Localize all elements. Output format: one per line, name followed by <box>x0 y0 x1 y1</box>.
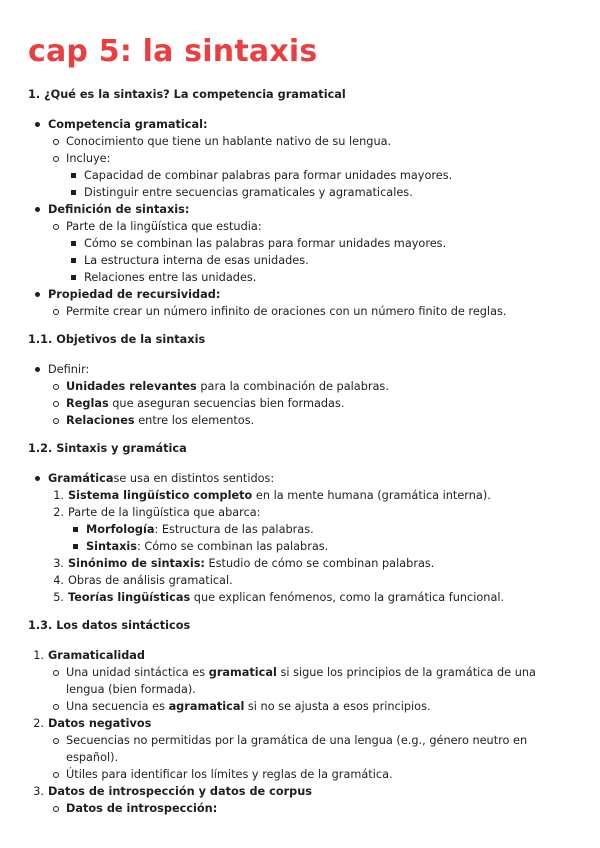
bold-term: Datos de introspección y datos de corpus <box>48 785 313 798</box>
list-item <box>86 538 576 555</box>
bold-term: Relaciones <box>66 414 135 427</box>
item-text: se usa en distintos sentidos: <box>113 472 275 485</box>
list-item: Útiles para identificar los límites y reglas de la gramática. <box>66 766 576 783</box>
list-item <box>66 800 576 817</box>
section-1-3-list <box>28 647 576 817</box>
item-text: Una unidad sintáctica es <box>66 666 209 679</box>
page-title: cap 5: la sintaxis <box>28 34 318 69</box>
list-item <box>66 412 576 429</box>
item-text: Obras de análisis gramatical. <box>68 574 233 587</box>
item-text: en la mente humana (gramática interna). <box>252 489 491 502</box>
definicion-label: Definición de sintaxis: <box>48 203 190 216</box>
list-item: 2. Datos negativos Secuencias no permitidas por la gramática de una lengua (e.g., género neutro en español). Útiles para identificar los límites y reglas de la gramática. <box>48 715 576 783</box>
section-1-2-list <box>28 470 576 606</box>
bold-term: gramatical <box>208 666 277 679</box>
list-item <box>66 378 576 395</box>
list-item: Permite crear un número infinito de oraciones con un número finito de reglas. <box>66 303 576 320</box>
list-item: Relaciones entre las unidades. <box>84 269 576 286</box>
bold-term: Sistema lingüístico completo <box>68 489 253 502</box>
list-item <box>86 521 576 538</box>
incluye-label: Incluye: <box>66 152 111 165</box>
item-text: entre los elementos. <box>134 414 255 427</box>
section-heading-1-3: 1.3. Los datos sintácticos <box>28 619 191 632</box>
list-item: 4. Obras de análisis gramatical. <box>53 574 233 587</box>
item-text: : Cómo se combinan las palabras. <box>136 540 329 553</box>
list-item: 1. Gramaticalidad Una unidad sintáctica es gramatical si sigue los principios de la gramática de una lengua (bien formada). Una secuencia es agramatical si no se ajusta a esos principios. <box>48 647 576 715</box>
bold-term: Morfología <box>86 523 155 536</box>
list-item: 2. Parte de la lingüística que abarca: Morfología: Estructura de las palabras. Sintaxis: Cómo se combinan las palabras. <box>68 504 576 555</box>
bold-term: Reglas <box>66 397 109 410</box>
section-1-1-list <box>28 361 576 429</box>
section-1-list <box>28 116 576 320</box>
item-text: para la combinación de palabras. <box>196 380 389 393</box>
list-item <box>66 395 576 412</box>
bold-term: Sintaxis <box>86 540 137 553</box>
item-text: : Estructura de las palabras. <box>154 523 314 536</box>
list-item: Distinguir entre secuencias gramaticales y agramaticales. <box>84 184 576 201</box>
document-page <box>28 32 576 817</box>
bold-term: Gramática <box>48 472 114 485</box>
list-item <box>48 116 576 201</box>
list-item <box>66 150 576 201</box>
definicion-text: Parte de la lingüística que estudia: <box>66 220 262 233</box>
bold-term: agramatical <box>168 700 245 713</box>
list-item <box>48 201 576 286</box>
bold-term: Gramaticalidad <box>48 649 145 662</box>
list-item: Conocimiento que tiene un hablante nativo de su lengua. <box>66 133 576 150</box>
list-item: Capacidad de combinar palabras para formar unidades mayores. <box>84 167 576 184</box>
section-heading-1-1: 1.1. Objetivos de la sintaxis <box>28 333 206 346</box>
list-item <box>48 361 576 429</box>
list-item <box>66 664 576 698</box>
item-text: que aseguran secuencias bien formadas. <box>108 397 345 410</box>
list-item: Cómo se combinan las palabras para formar unidades mayores. <box>84 235 576 252</box>
list-item: 3. Sinónimo de sintaxis: Estudio de cómo se combinan palabras. <box>53 557 435 570</box>
list-item: Secuencias no permitidas por la gramática de una lengua (e.g., género neutro en español). <box>66 732 576 766</box>
bold-term: Unidades relevantes <box>66 380 197 393</box>
recursividad-label: Propiedad de recursividad: <box>48 288 221 301</box>
item-text: Parte de la lingüística que abarca: <box>68 506 261 519</box>
bold-term: Sinónimo de sintaxis: <box>68 557 205 570</box>
bold-term: Datos negativos <box>48 717 152 730</box>
item-text: si sigue los principios de la gramática de una lengua (bien formada). <box>66 666 536 696</box>
section-heading-1: 1. ¿Qué es la sintaxis? La competencia gramatical <box>28 88 346 101</box>
section-heading-1-2: 1.2. Sintaxis y gramática <box>28 442 187 455</box>
bold-term: Teorías lingüísticas <box>68 591 191 604</box>
list-item: La estructura interna de esas unidades. <box>84 252 576 269</box>
item-text: Una secuencia es <box>66 700 169 713</box>
list-item <box>48 286 576 320</box>
definir-label: Definir: <box>48 363 90 376</box>
list-item: 3. Datos de introspección y datos de corpus Datos de introspección: <box>48 783 576 817</box>
list-item <box>66 698 576 715</box>
competencia-label: Competencia gramatical: <box>48 118 208 131</box>
item-text: si no se ajusta a esos principios. <box>244 700 431 713</box>
list-item <box>48 470 576 606</box>
list-item: 5. Teorías lingüísticas que explican fenómenos, como la gramática funcional. <box>53 591 505 604</box>
item-text: Estudio de cómo se combinan palabras. <box>204 557 435 570</box>
item-text: que explican fenómenos, como la gramática funcional. <box>190 591 505 604</box>
list-item: 1. Sistema lingüístico completo en la mente humana (gramática interna). <box>53 489 491 502</box>
list-item <box>66 218 576 286</box>
bold-term: Datos de introspección: <box>66 802 218 815</box>
